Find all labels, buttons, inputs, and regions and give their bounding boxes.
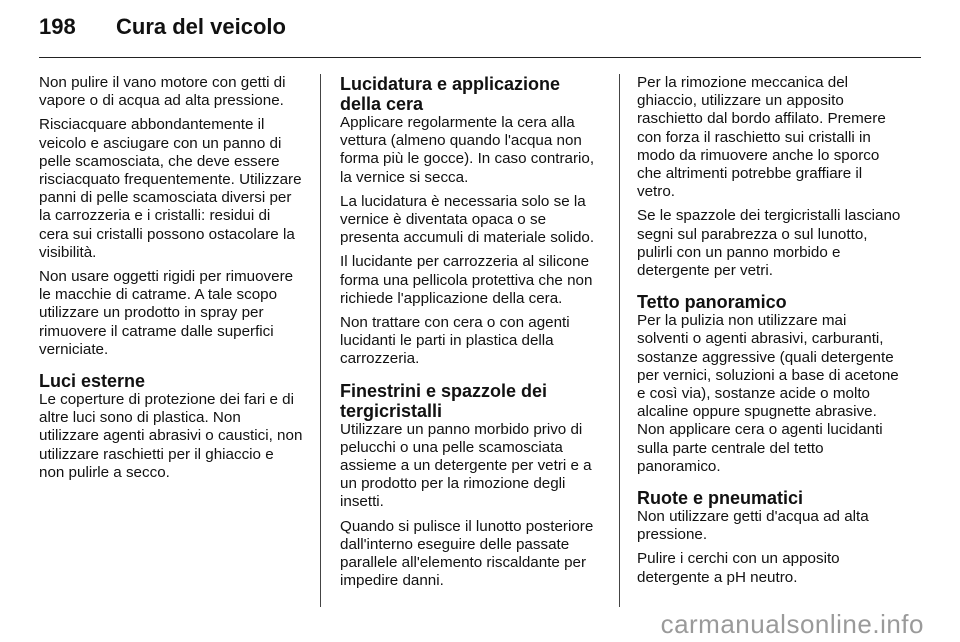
paragraph: La lucidatura è necessaria solo se la vernice è diventata opaca o se presenta accumuli di materiale solido. — [340, 192, 595, 247]
column-divider — [320, 74, 321, 607]
page-title: Cura del veicolo — [116, 14, 286, 39]
paragraph: Quando si pulisce il lunotto posteriore dall'interno eseguire delle passate parallele all'elemento riscaldante per impedire danni. — [340, 517, 594, 590]
column-middle — [340, 74, 604, 596]
paragraph: Il lucidante per carrozzeria al silicone forma una pellicola protettiva che non richiede l'applicazione della cera. — [340, 253, 593, 307]
paragraph: Pulire i cerchi con un apposito detergente a pH neutro. — [637, 550, 840, 586]
paragraph: Applicare regolarmente la cera alla vettura (almeno quando l'acqua non forma più le gocce). In caso contrario, la vernice si secca. — [340, 114, 595, 186]
page-header — [39, 14, 286, 50]
section-heading-luci-esterne: Luci esterne — [39, 371, 146, 392]
column-right — [637, 74, 901, 593]
paragraph: Se le spazzole dei tergicristalli lasciano segni sul parabrezza o sul lunotto, pulirli con un panno morbido e detergente per vetri. — [637, 207, 901, 280]
section-heading-finestrini: Finestrini e spazzole dei tergicristalli — [340, 380, 548, 421]
paragraph: Non usare oggetti rigidi per rimuovere le macchie di catrame. A tale scopo utilizzare un prodotto in spray per rimuovere il catrame dalle superfici verniciate. — [39, 268, 294, 358]
section-heading-lucidatura: Lucidatura e applicazione della cera — [340, 74, 561, 114]
section-heading-tetto-panoramico: Tetto panoramico — [637, 292, 787, 313]
paragraph: Non pulire il vano motore con getti di vapore o di acqua ad alta pressione. — [39, 74, 286, 110]
paragraph: Risciacquare abbondantemente il veicolo e asciugare con un panno di pelle scamosciata, che deve essere risciacquato frequentemente. Utilizzare panni di pelle scamosciata diversi per la carrozzeria e i cristalli: residui di cera sui cristalli possono ostacolare la visibilità. — [39, 116, 302, 261]
header-divider — [39, 57, 921, 58]
paragraph: Non utilizzare getti d'acqua ad alta pressione. — [637, 508, 869, 544]
column-divider — [619, 74, 620, 607]
paragraph: Utilizzare un panno morbido privo di pelucchi o una pelle scamosciata assieme a un detergente per vetri e a un prodotto per la rimozione degli insetti. — [340, 420, 592, 511]
paragraph: Per la pulizia non utilizzare mai solventi o agenti abrasivi, carburanti, sostanze aggressive (quali detergente per vernici, soluzioni a base di acetone e così via), sostanze acide o molto alcaline oppure spugnette abrasive. Non applicare cera o agenti lucidanti sulla parte centrale del tetto panoramico. — [637, 312, 899, 475]
section-heading-ruote: Ruote e pneumatici — [637, 488, 804, 509]
page-number: 198 — [39, 14, 76, 39]
paragraph: Per la rimozione meccanica del ghiaccio, utilizzare un apposito raschietto dal bordo affilato. Premere con forza il raschietto sui cristalli in modo da rimuovere anche lo sporco che altrimenti potrebbe graffiare il vetro. — [637, 74, 886, 201]
column-left — [39, 74, 303, 488]
paragraph: Le coperture di protezione dei fari e di altre luci sono di plastica. Non utilizzare agenti abrasivi o caustici, non utilizzare raschietti per il ghiaccio e non pulirle a secco. — [39, 391, 303, 481]
paragraph: Non trattare con cera o con agenti lucidanti le parti in plastica della carrozzeria. — [340, 314, 570, 368]
watermark: carmanualsonline.info — [660, 609, 924, 639]
